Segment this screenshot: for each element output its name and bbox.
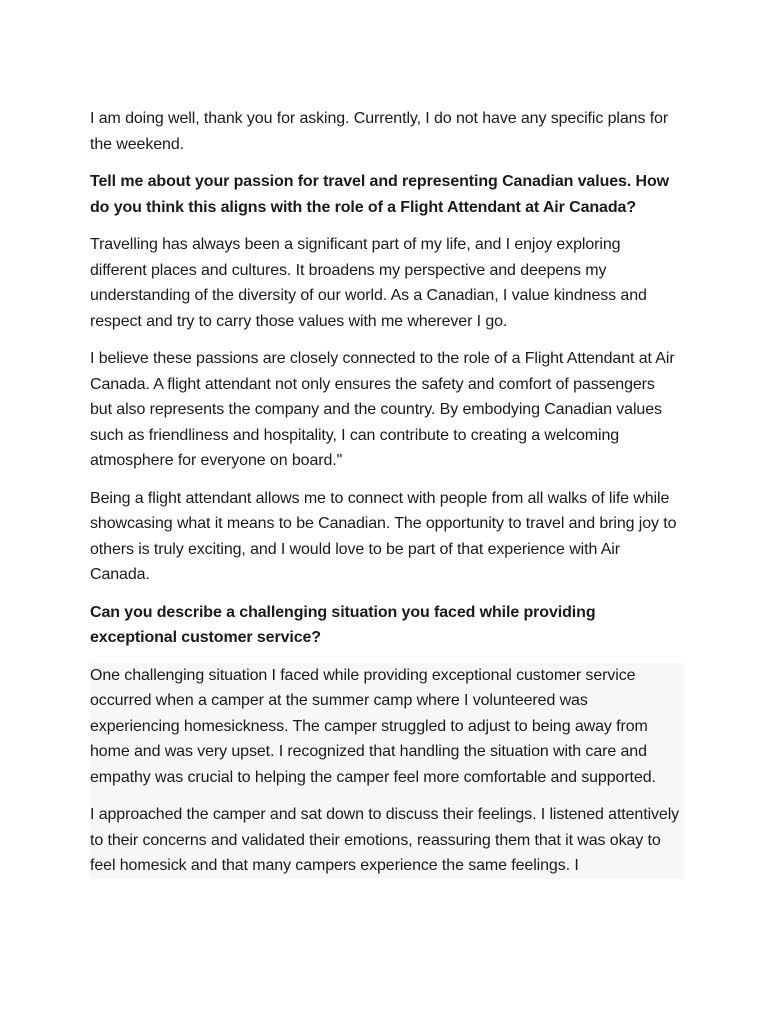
answer-challenge-paragraph-2: I approached the camper and sat down to discuss their feelings. I listened attentively to their concerns and validated their emotions, reassuring them that it was okay to feel homesick and that many campers experience the same feelings. I [90, 806, 680, 874]
question-travel-passion: Tell me about your passion for travel and representing Canadian values. How do you think this aligns with the role of a Flight Attendant at Air Canada? [90, 173, 670, 216]
question-challenging-situation: Can you describe a challenging situation you faced while providing exceptional customer service? [90, 603, 596, 646]
answer-travel-paragraph-1: Travelling has always been a significant part of my life, and I enjoy exploring different places and cultures. It broadens my perspective and deepens my understanding of the diversity of our world. As a Canadian, I value kindness and respect and try to carry those values with me wherever I go. [90, 236, 647, 330]
answer-challenge-paragraph-1: One challenging situation I faced while providing exceptional customer service occurred when a camper at the summer camp where I volunteered was experiencing homesickness. The camper struggled to adjust to being away from home and was very upset. I recognized that handling the situation with care and empathy was crucial to helping the camper feel more comfortable and supported. [90, 666, 656, 786]
highlighted-answer-block [90, 663, 684, 879]
answer-travel-paragraph-2: I believe these passions are closely connected to the role of a Flight Attendant at Air Canada. A flight attendant not only ensures the safety and comfort of passengers but also represents the company and the country. By embodying Canadian values such as friendliness and hospitality, I can contribute to creating a welcoming atmosphere for everyone on board." [90, 350, 675, 469]
intro-paragraph: I am doing well, thank you for asking. Currently, I do not have any specific plans for the weekend. [90, 110, 669, 153]
document-body [90, 106, 680, 879]
answer-travel-paragraph-3: Being a flight attendant allows me to connect with people from all walks of life while showcasing what it means to be Canadian. The opportunity to travel and bring joy to others is truly exciting, and I would love to be part of that experience with Air Canada. [90, 489, 677, 583]
